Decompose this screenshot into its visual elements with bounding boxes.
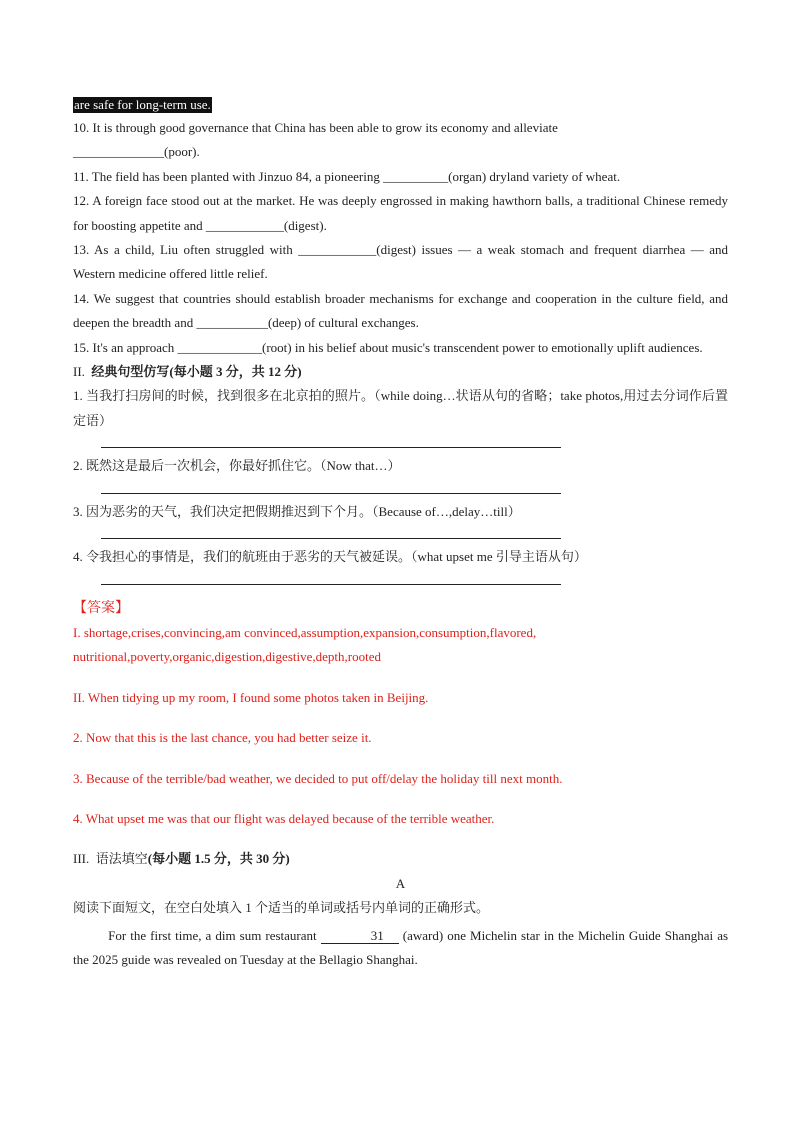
- answer-sentence-4: 4. What upset me was that our flight was delayed because of the terrible weather.: [73, 810, 495, 826]
- blank: __________: [383, 168, 449, 184]
- answer-sentence-1: II. When tidying up my room, I found some photos taken in Beijing.: [73, 689, 429, 705]
- blank: ____________: [298, 242, 377, 258]
- part-a-label: A: [395, 875, 406, 891]
- document-page: [73, 96, 728, 972]
- question-10: 10. It is through good governance that China has been able to grow its economy and alleviate ______________(poor).: [73, 120, 558, 160]
- blank: ____________: [205, 217, 284, 233]
- answer-line-4: [101, 583, 561, 585]
- question-14: 14. We suggest that countries should establish broader mechanisms for exchange and cooperation in the culture field, and deepen the breadth and ___________(deep) of cultural exchanges.: [73, 290, 728, 331]
- sentence-task-3: 3. 因为恶劣的天气，我们决定把假期推迟到下个月。（Because of…,delay…till）: [73, 503, 521, 519]
- top-fragment-row: [73, 96, 728, 115]
- answer-sentence-3: 3. Because of the terrible/bad weather, we decided to put off/delay the holiday till next month.: [73, 770, 563, 786]
- question-15: 15. It's an approach _____________(root) in his belief about music's transcendent power to emotionally uplift audiences.: [73, 339, 703, 355]
- answer-sentence-2: 2. Now that this is the last chance, you had better seize it.: [73, 730, 372, 746]
- sentence-task-2: 2. 既然这是最后一次机会，你最好抓住它。（Now that…）: [73, 458, 401, 474]
- section-3-heading: III. 语法填空(每小题 1.5 分，共 30 分): [73, 851, 290, 867]
- blank: ___________: [196, 315, 268, 331]
- answer-section-1: I. shortage,crises,convincing,am convinced,assumption,expansion,consumption,flavored, nutritional,poverty,organic,digestion,digestive,depth,rooted: [73, 624, 537, 665]
- question-13: 13. As a child, Liu often struggled with ____________(digest) issues — a weak stomach and frequent diarrhea — and Western medicine offered little relief.: [73, 242, 728, 282]
- question-12: 12. A foreign face stood out at the market. He was deeply engrossed in making hawthorn balls, a traditional Chinese remedy for boosting appetite and ____________(digest).: [73, 193, 728, 233]
- blank: ______________: [73, 144, 164, 160]
- instructions: 阅读下面短文，在空白处填入 1 个适当的单词或括号内单词的正确形式。: [73, 900, 490, 916]
- question-11: 11. The field has been planted with Jinzuo 84, a pioneering __________(organ) dryland variety of wheat.: [73, 168, 621, 184]
- sentence-task-1: 1. 当我打扫房间的时候，找到很多在北京拍的照片。（while doing…状语从句的省略；take photos,用过去分词作后置定语）: [73, 388, 728, 428]
- blank-31: 31: [321, 929, 399, 944]
- highlighted-fragment: are safe for long-term use.: [74, 97, 211, 112]
- answer-heading: 【答案】: [73, 600, 129, 616]
- sentence-task-4: 4. 令我担心的事情是，我们的航班由于恶劣的天气被延误。（what upset me 引导主语从句）: [73, 549, 587, 565]
- passage: For the first time, a dim sum restaurant 31 (award) one Michelin star in the Michelin Guide Shanghai as the 2025 guide was revealed on Tuesday at the Bellagio Shanghai.: [73, 927, 729, 967]
- section-2-heading: II. 经典句型仿写(每小题 3 分，共 12 分): [73, 364, 302, 380]
- blank: _____________: [177, 339, 263, 355]
